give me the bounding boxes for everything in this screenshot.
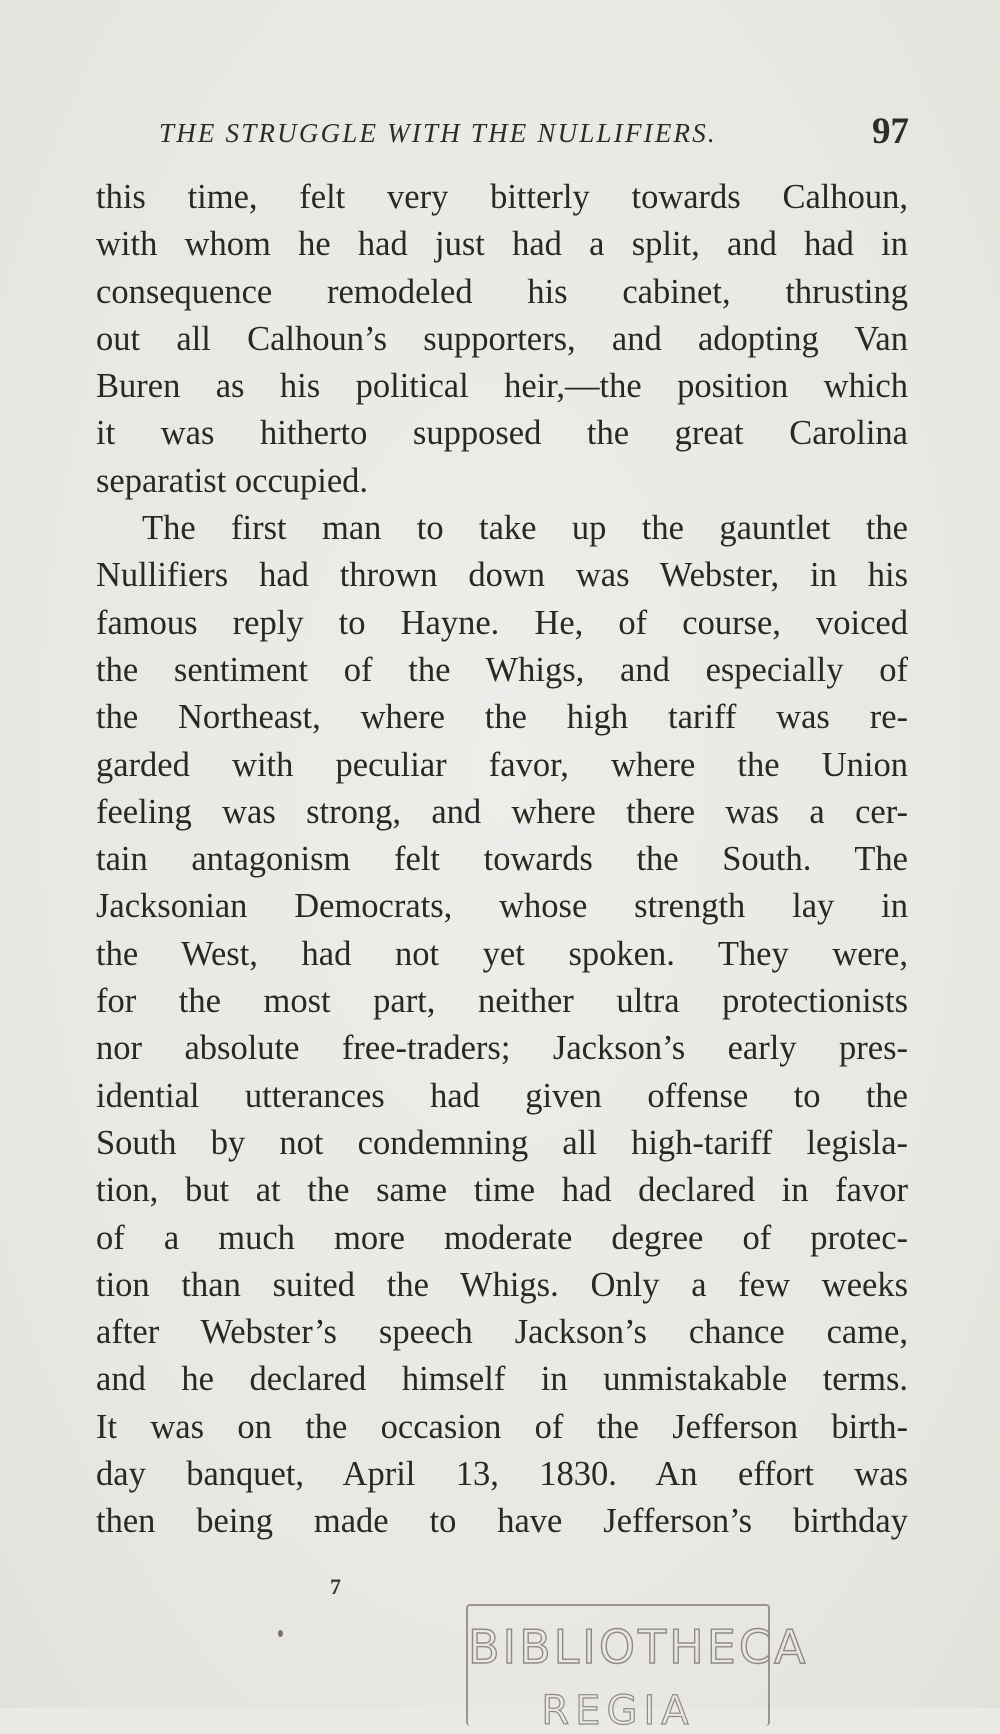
text-line: out all Calhoun’s supporters, and adopting Van xyxy=(96,319,908,358)
text-line: South by not condemning all high-tariff legisla- xyxy=(96,1123,908,1162)
text-line: garded with peculiar favor, where the Union xyxy=(96,745,908,784)
text-line: the Northeast, where the high tariff was re- xyxy=(96,698,908,737)
text-line: with whom he had just had a split, and had in xyxy=(96,225,908,264)
text-line: Nullifiers had thrown down was Webster, in his xyxy=(96,556,908,595)
text-line: tion than suited the Whigs. Only a few weeks xyxy=(96,1265,908,1304)
text-line: famous reply to Hayne. He, of course, voiced xyxy=(96,603,908,642)
text-line: the West, had not yet spoken. They were, xyxy=(96,934,908,973)
body-text xyxy=(96,174,908,1546)
stamp-text: REGIA xyxy=(541,1688,695,1734)
text-line: idential utterances had given offense to the xyxy=(96,1076,908,1115)
text-line: It was on the occasion of the Jefferson birth- xyxy=(96,1407,908,1446)
text-line: nor absolute free-traders; Jackson’s early pres- xyxy=(96,1029,908,1068)
text-line: day banquet, April 13, 1830. An effort was xyxy=(96,1455,908,1494)
text-line: feeling was strong, and where there was a cer- xyxy=(96,792,908,831)
text-line: then being made to have Jefferson’s birthday xyxy=(96,1502,908,1541)
text-line: and he declared himself in unmistakable terms. xyxy=(96,1360,908,1399)
paragraph-first-line: The first man to take up the gauntlet the xyxy=(142,509,908,548)
text-line: separatist occupied. xyxy=(96,461,369,500)
stamp-text: BIBLIOTHECA xyxy=(468,1620,809,1674)
text-line: for the most part, neither ultra protectionists xyxy=(96,982,908,1021)
text-line: this time, felt very bitterly towards Calhoun, xyxy=(96,178,908,216)
text-line: Jacksonian Democrats, whose strength lay in xyxy=(96,887,908,926)
signature-mark: 7 xyxy=(330,1574,341,1599)
text-line: of a much more moderate degree of protec- xyxy=(96,1218,908,1257)
text-line: Buren as his political heir,—the position which xyxy=(96,367,908,406)
page-number: 97 xyxy=(872,111,909,152)
running-title: THE STRUGGLE WITH THE NULLIFIERS. xyxy=(159,118,717,148)
ink-speck xyxy=(278,1630,283,1637)
text-line: tion, but at the same time had declared in favor xyxy=(96,1171,908,1210)
text-line: consequence remodeled his cabinet, thrusting xyxy=(96,272,908,311)
text-line: it was hitherto supposed the great Carolina xyxy=(96,414,908,453)
text-line: after Webster’s speech Jackson’s chance came, xyxy=(96,1313,908,1352)
running-head xyxy=(95,112,915,158)
text-line: tain antagonism felt towards the South. The xyxy=(96,840,908,879)
text-line: the sentiment of the Whigs, and especially of xyxy=(96,650,908,689)
